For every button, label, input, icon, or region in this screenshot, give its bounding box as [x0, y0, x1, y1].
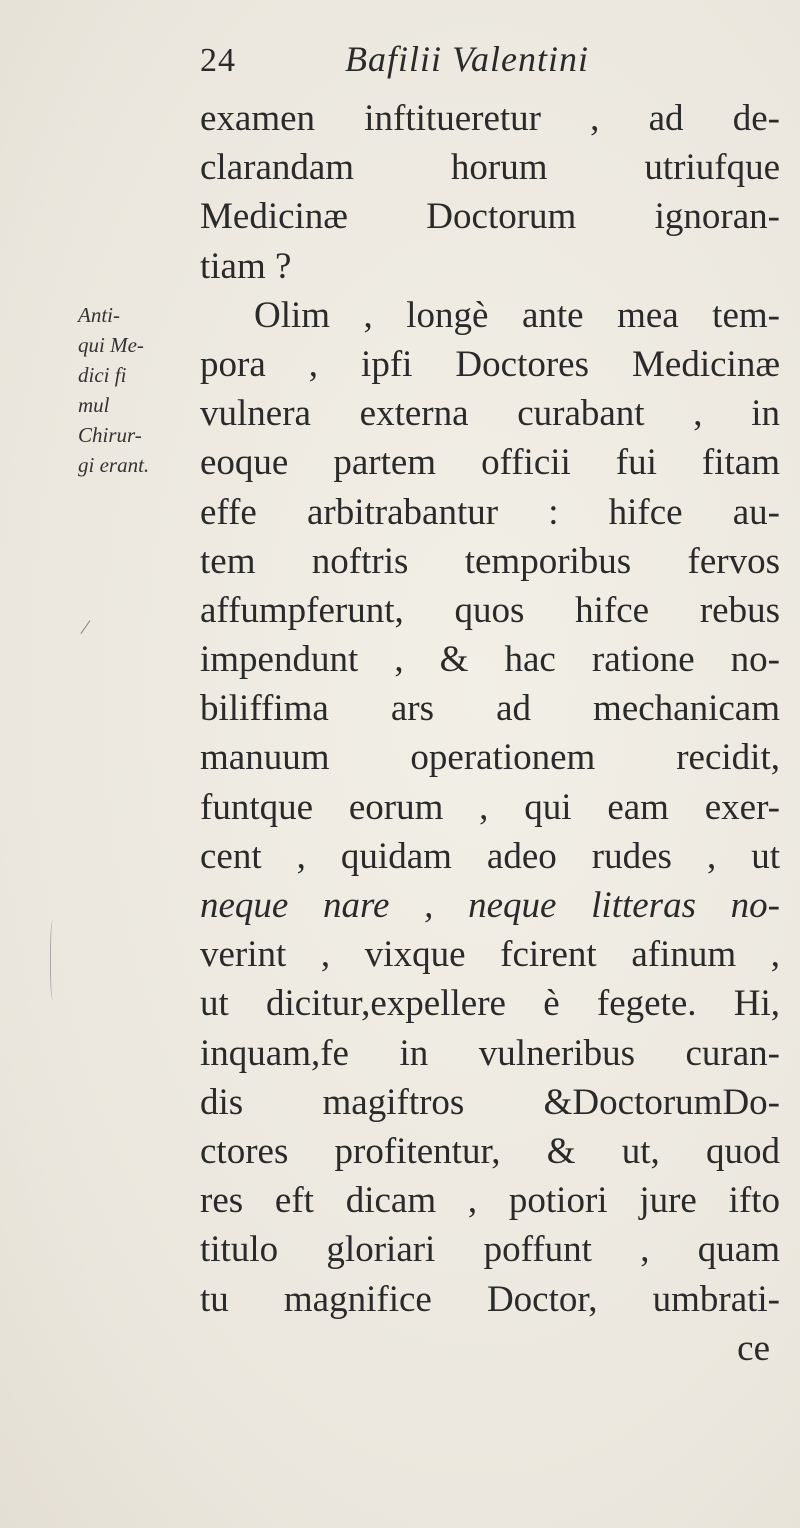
stray-pen-mark: [80, 620, 98, 639]
text-line: funtque eorum , qui eam exer-: [200, 786, 780, 828]
text-line: cent , quidam adeo rudes , ut: [200, 835, 780, 877]
text-line: clarandam horum utriufque: [200, 147, 780, 189]
running-title: Bafilii Valentini: [345, 39, 589, 79]
text-line: res eft dicam , potiori jure ifto: [200, 1180, 780, 1222]
marginal-note: [78, 300, 193, 480]
text-line: tiam ?: [200, 245, 292, 287]
marginal-note-line: qui Me-: [78, 333, 144, 357]
text-line: biliffima ars ad mechanicam: [200, 688, 780, 730]
text-line: effe arbitrabantur : hifce au-: [200, 491, 780, 533]
text-line: Medicinæ Doctorum ignoran-: [200, 196, 780, 238]
text-line: inquam,fe in vulneribus curan-: [200, 1032, 780, 1074]
text-line: examen inftitueretur , ad de-: [200, 98, 780, 139]
text-line: eoque partem officii fui fitam: [200, 442, 780, 484]
text-line: ut dicitur,expellere è fegete. Hi,: [200, 983, 780, 1025]
text-line: ctores profitentur, & ut, quod: [200, 1130, 780, 1172]
text-line: tu magnifice Doctor, umbrati-: [200, 1278, 780, 1320]
text-line: vulnera externa curabant , in: [200, 393, 780, 435]
body-text: [200, 94, 780, 1373]
catchword: ce: [737, 1327, 770, 1369]
marginal-note-line: Chirur-: [78, 423, 142, 447]
text-line: titulo gloriari poffunt , quam: [200, 1229, 780, 1271]
page-header: [0, 38, 800, 86]
page-number: 24: [200, 42, 236, 79]
paper-crease: [50, 920, 57, 1000]
text-line: pora , ipfi Doctores Medicinæ: [200, 343, 780, 385]
text-line: dis magiftros &DoctorumDo-: [200, 1081, 780, 1123]
text-line: affumpferunt, quos hifce rebus: [200, 589, 780, 631]
marginal-note-line: gi erant.: [78, 453, 150, 477]
text-line: manuum operationem recidit,: [200, 737, 780, 779]
text-line: Olim , longè ante mea tem-: [254, 294, 780, 336]
text-line: tem noftris temporibus fervos: [200, 540, 780, 582]
text-line: verint , vixque fcirent afinum ,: [200, 934, 780, 976]
marginal-note-line: mul: [78, 393, 110, 417]
marginal-note-line: dici fi: [78, 363, 127, 387]
text-line-italic: neque nare , neque litteras no-: [200, 885, 780, 926]
marginal-note-line: Anti-: [78, 303, 120, 327]
text-line: impendunt , & hac ratione no-: [200, 639, 780, 681]
